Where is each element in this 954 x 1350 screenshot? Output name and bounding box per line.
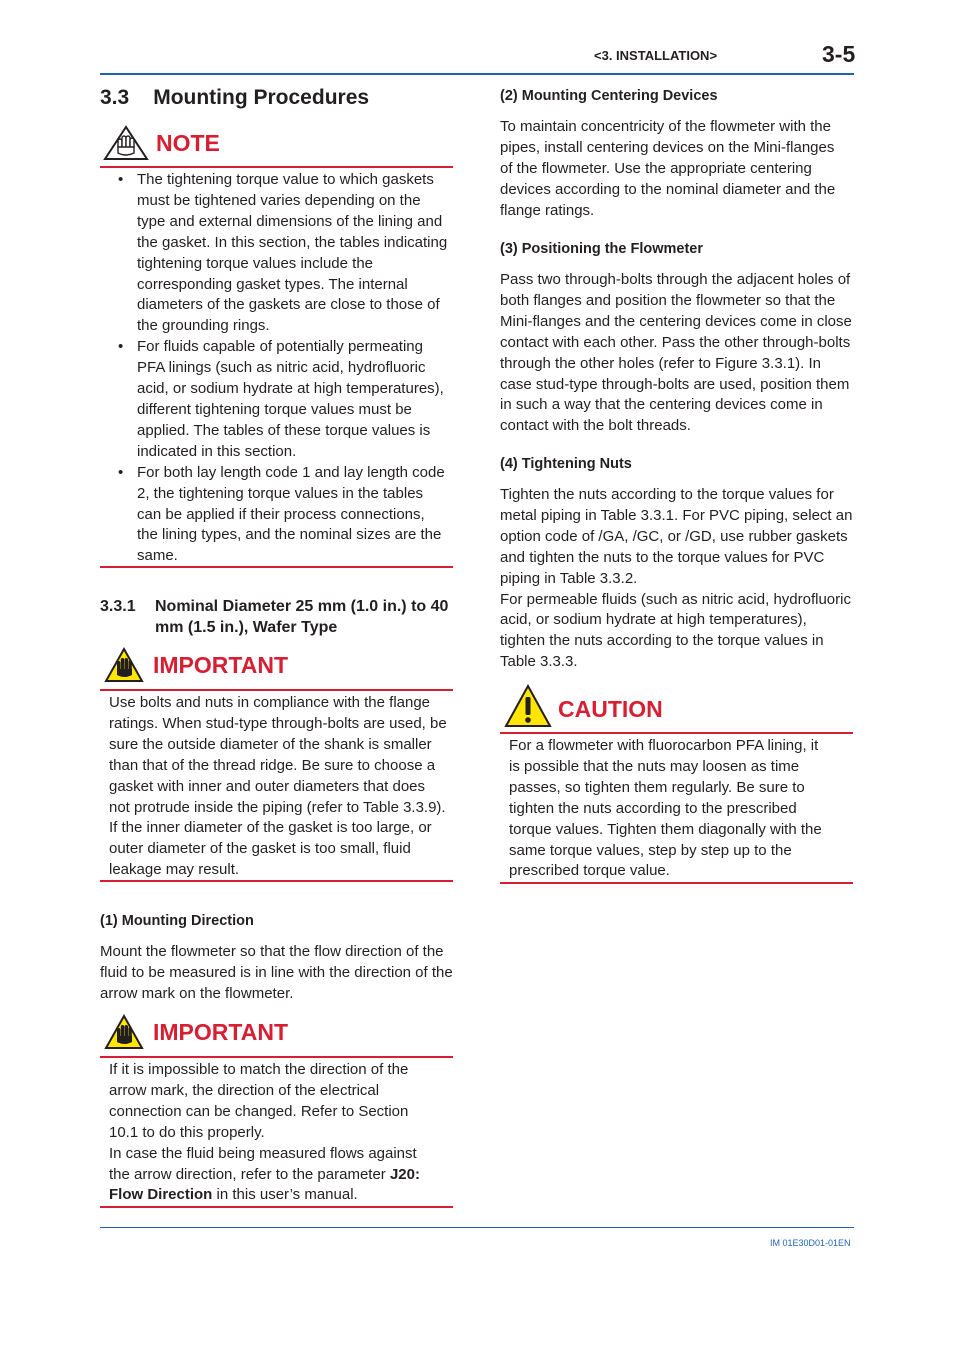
important-top-rule (100, 1056, 453, 1058)
important-body (109, 1060, 439, 1206)
step-heading: (2) Mounting Centering Devices (500, 88, 718, 104)
section-number: 3.3 (100, 86, 130, 109)
caution-text: For a flowmeter with fluorocarbon PFA lining, it is possible that the nuts may loosen as time passes, so tighten them regularly. Be sure to tighten the nuts according to the prescribed torque values. Tighten them diagonally with the same torque values, step by step up to the prescribed torque value. (509, 737, 822, 880)
header-section-label: <3. INSTALLATION> (594, 48, 718, 63)
subsection-number: 3.3.1 (100, 598, 136, 615)
caution-exclamation-icon (504, 684, 552, 733)
step-text: To maintain concentricity of the flowmeter with the pipes, install centering devices on the Mini-flanges of the flowmeter. Use the appropriate centering devices according to the nominal diameter and the flange ratings. (500, 118, 836, 219)
step-body (500, 485, 856, 673)
step-heading: (1) Mounting Direction (100, 913, 254, 929)
note-top-rule (100, 166, 453, 168)
document-id: IM 01E30D01-01EN (770, 1238, 851, 1248)
important-title: IMPORTANT (153, 1019, 289, 1045)
subsection-title: Nominal Diameter 25 mm (1.0 in.) to 40 mm (1.5 in.), Wafer Type (155, 598, 449, 636)
note-hand-icon (103, 125, 149, 166)
important-top-rule (100, 689, 453, 691)
parameter-name: J20: Flow Direction (109, 1165, 420, 1204)
note-title: NOTE (156, 130, 220, 156)
subsection-heading (100, 596, 460, 638)
important-hand-icon (104, 1014, 144, 1055)
footer-rule (100, 1227, 854, 1228)
list-item: • The tightening torque value to which gaskets must be tightened varies depending on the type and external dimensions of the lining and the gasket. In this section, the tables indicating tightening torque values include the corresponding gasket types. The internal diameters of the gaskets are close to those of the grounding rings. (118, 171, 448, 335)
note-bottom-rule (100, 566, 453, 568)
caution-title: CAUTION (558, 696, 663, 722)
important-text: Use bolts and nuts in compliance with the flange ratings. When stud-type through-bolts are used, be sure the outside diameter of the shank is smaller than that of the thread ridge. Be sure to choose a gasket with inner and outer diameters that does not protrude inside the piping (refer to Table 3.3.9). If the inner diameter of the gasket is too large, or outer diameter of the gasket is too small, fluid leakage may result. (109, 694, 447, 879)
important-bottom-rule (100, 1206, 453, 1208)
step-text: Mount the flowmeter so that the flow direction of the fluid to be measured is in line with the direction of the arrow mark on the flowmeter. (100, 943, 453, 1002)
important-text: If it is impossible to match the direction of the arrow mark, the direction of the electrical connection can be changed. Refer to Section 10.1 to do this properly. (109, 1061, 409, 1141)
important-hand-icon (104, 647, 144, 688)
important-text: In case the fluid being measured flows against the arrow direction, refer to the parameter J20: Flow Direction in this user’s manual. (109, 1144, 420, 1204)
section-heading (100, 86, 369, 110)
list-item: • For both lay length code 1 and lay length code 2, the tightening torque values in the tables can be applied if their process connections, the lining types, and the nominal sizes are the same. (118, 463, 445, 565)
section-title: Mounting Procedures (153, 86, 370, 109)
step-text: Tighten the nuts according to the torque values for metal piping in Table 3.3.1. For PVC piping, select an option code of /GA, /GC, or /GD, use rubber gaskets and tighten the nuts to the torque values for PVC piping in Table 3.3.2. (500, 486, 853, 587)
caution-bottom-rule (500, 882, 853, 884)
step-heading: (4) Tightening Nuts (500, 456, 632, 472)
list-item: • For fluids capable of potentially permeating PFA linings (such as nitric acid, hydrofluoric acid, or sodium hydrate at high temperatures), different tightening torque values must be applied. The tables of these torque values is indicated in this section. (118, 338, 444, 460)
important-bottom-rule (100, 880, 453, 882)
note-list (118, 170, 448, 567)
header-rule (100, 73, 854, 75)
note-body (118, 170, 448, 567)
step-text: For permeable fluids (such as nitric acid, hydrofluoric acid, or sodium hydrate at high temperatures), tighten the nuts according to the torque values in Table 3.3.3. (500, 590, 851, 671)
step-heading: (3) Positioning the Flowmeter (500, 241, 704, 257)
important-title: IMPORTANT (153, 652, 289, 678)
caution-top-rule (500, 732, 853, 734)
step-text: Pass two through-bolts through the adjacent holes of both flanges and position the flowmeter so that the Mini-flanges and the centering devices come in close contact with each other. Pass the other through-bolts through the other holes (refer to Figure 3.3.1). In case stud-type through-bolts are used, position them in such a way that the centering devices come in contact with the bolt threads. (500, 271, 852, 435)
page-number: 3-5 (822, 41, 856, 67)
